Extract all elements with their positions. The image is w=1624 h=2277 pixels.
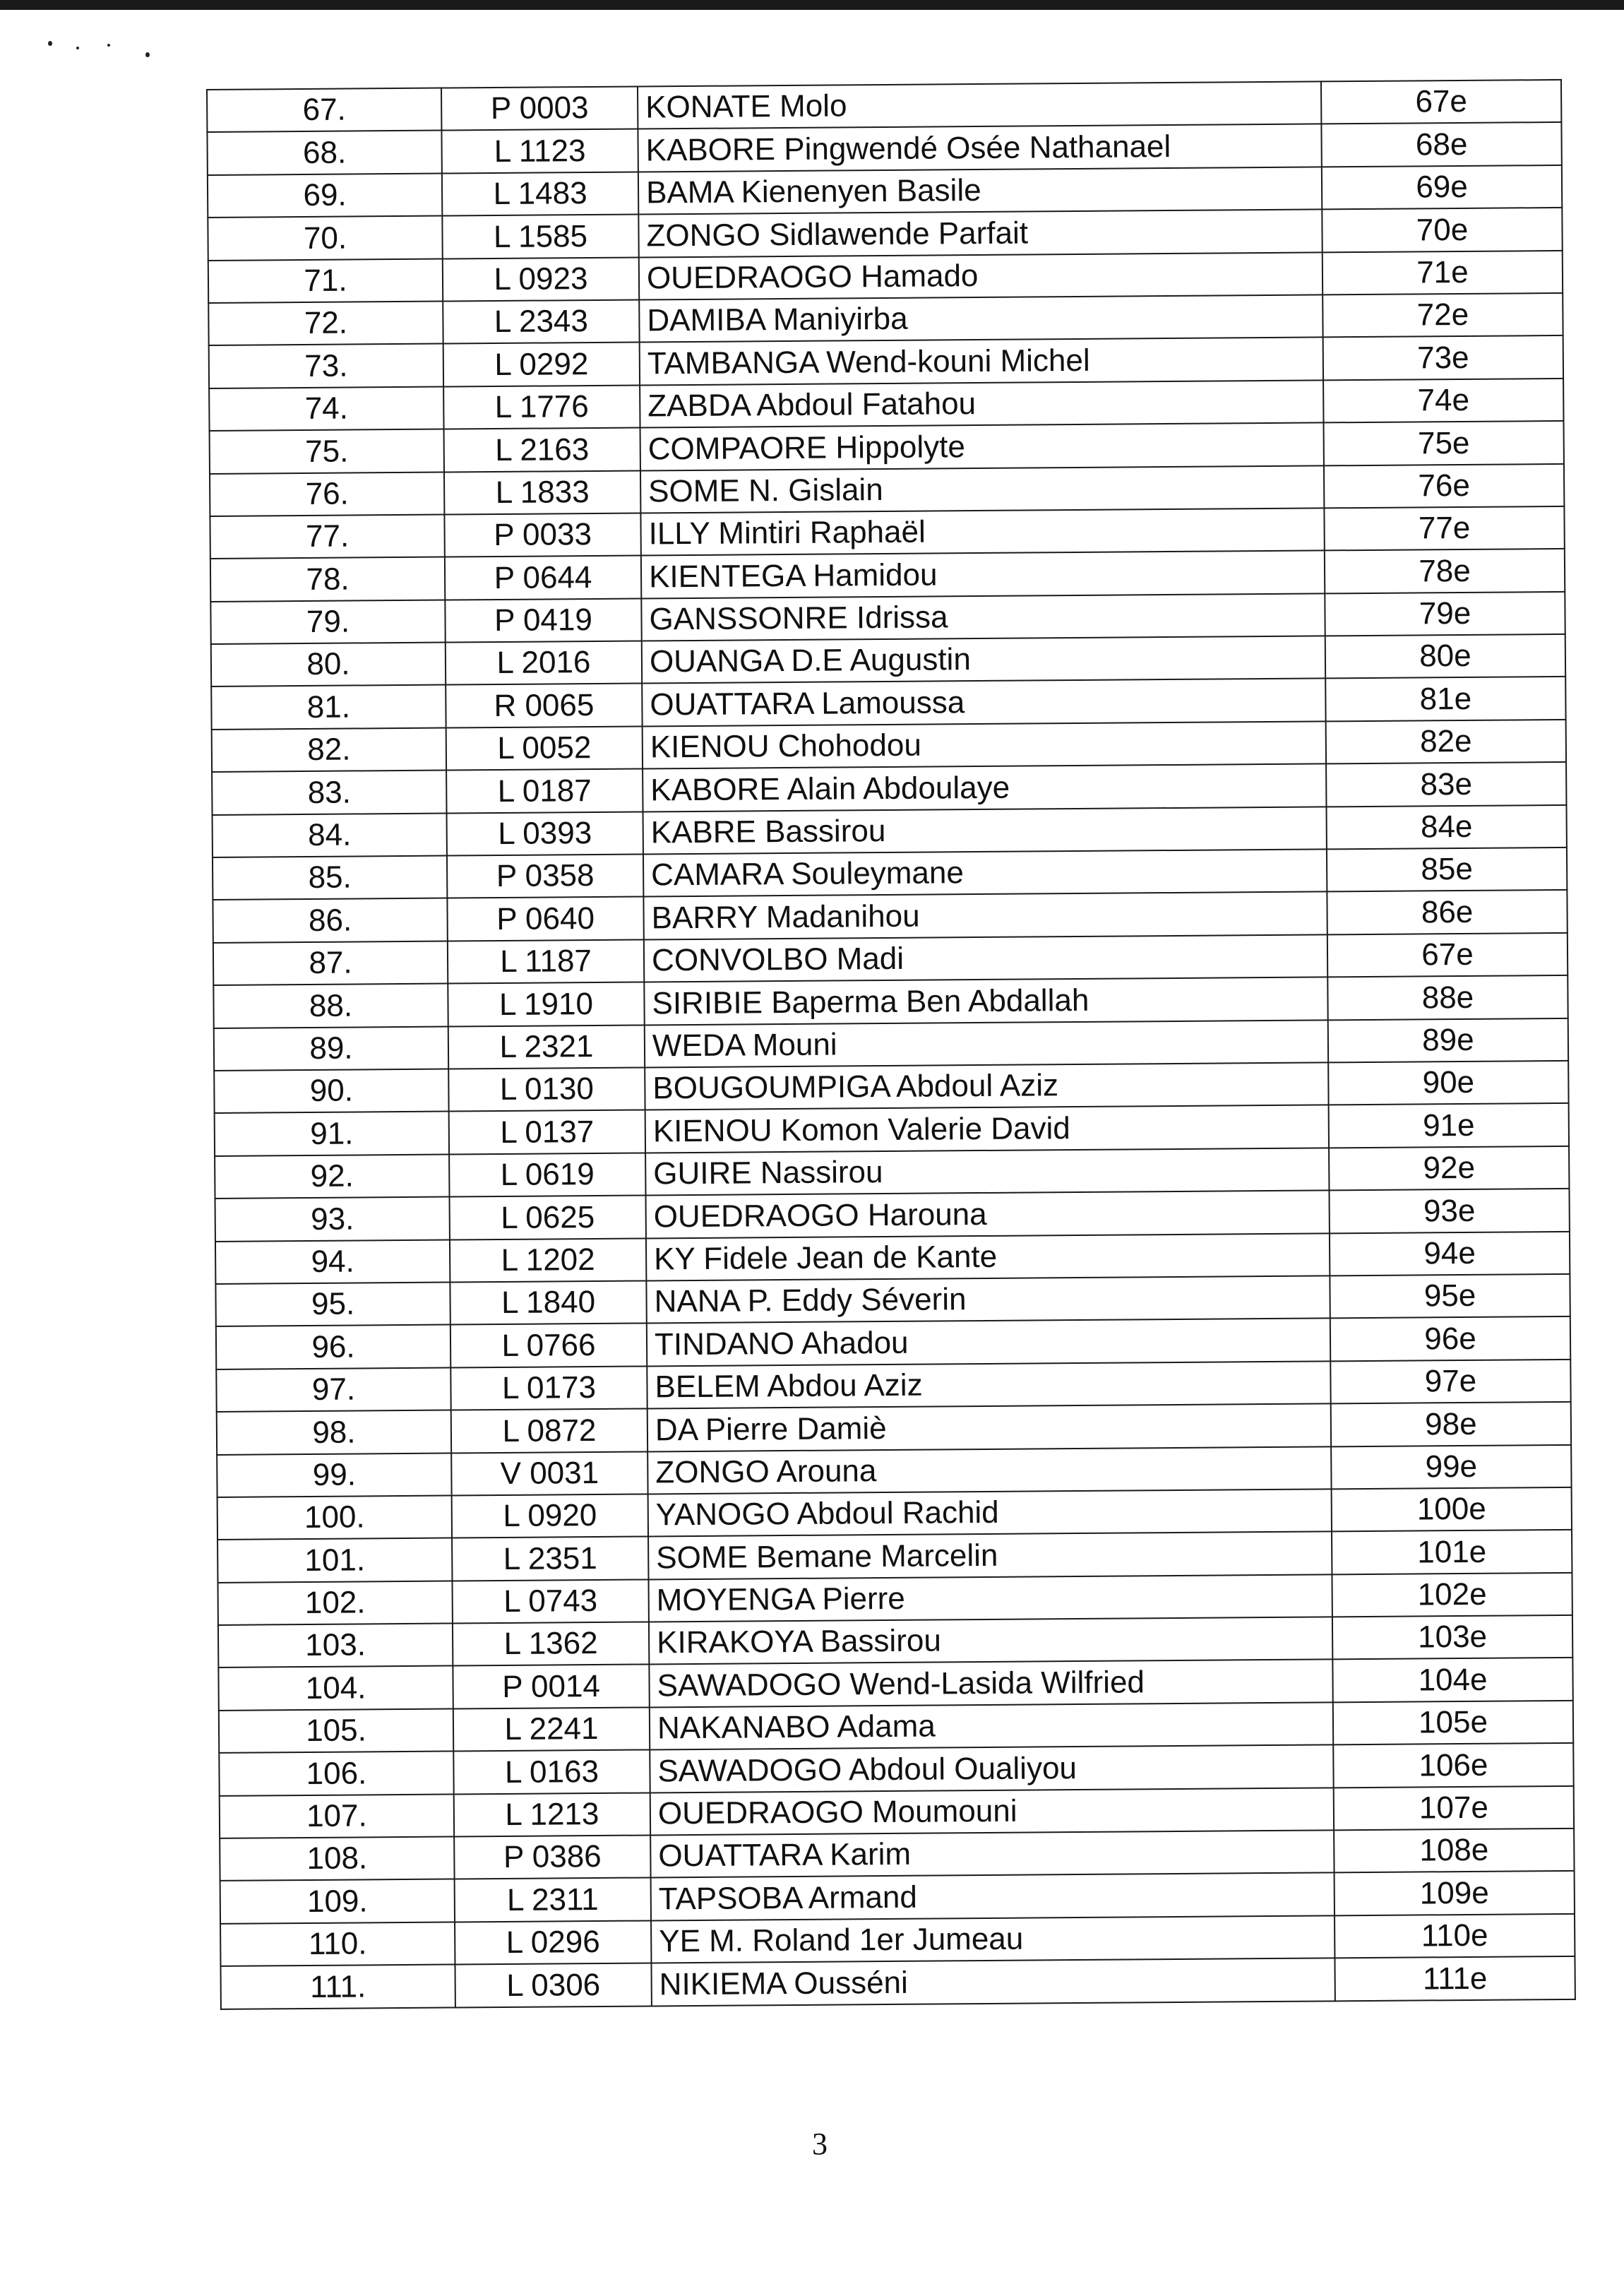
candidate-name-cell: BELEM Abdou Aziz (647, 1361, 1330, 1408)
candidate-name-cell: KONATE Molo (638, 81, 1321, 129)
scan-top-edge (0, 0, 1624, 10)
rank-cell: 88e (1327, 975, 1568, 1020)
candidate-code-cell: L 0920 (452, 1494, 648, 1538)
rank-cell: 72e (1323, 293, 1563, 338)
rank-cell: 101e (1332, 1530, 1572, 1574)
candidate-code-cell: L 1833 (444, 470, 640, 514)
candidate-code-cell: L 0163 (453, 1750, 650, 1794)
candidate-name-cell: KY Fidele Jean de Kante (646, 1233, 1330, 1280)
row-number-cell: 92. (215, 1154, 449, 1199)
rank-cell: 107e (1334, 1785, 1574, 1830)
candidate-name-cell: NIKIEMA Ousséni (651, 1958, 1335, 2006)
candidate-name-cell: NANA P. Eddy Séverin (646, 1276, 1330, 1323)
candidate-name-cell: KABRE Bassirou (643, 807, 1327, 854)
candidate-name-cell: ZONGO Arouna (647, 1446, 1331, 1494)
candidate-name-cell: ILLY Mintiri Raphaël (640, 508, 1324, 555)
rank-cell: 105e (1333, 1701, 1573, 1745)
candidate-code-cell: L 0619 (449, 1153, 645, 1196)
rank-cell: 67e (1327, 933, 1568, 977)
rank-cell: 75e (1324, 421, 1564, 465)
rank-cell: 86e (1327, 890, 1567, 934)
rank-cell: 91e (1329, 1103, 1569, 1148)
row-number-cell: 68. (207, 131, 441, 175)
row-number-cell: 71. (208, 258, 443, 303)
candidate-code-cell: L 2016 (446, 641, 642, 685)
rank-cell: 67e (1321, 80, 1561, 124)
candidate-name-cell: BAMA Kienenyen Basile (638, 167, 1322, 214)
rank-cell: 110e (1335, 1914, 1575, 1958)
rank-cell: 93e (1329, 1189, 1569, 1233)
rank-cell: 76e (1324, 463, 1564, 508)
row-number-cell: 108. (220, 1837, 454, 1881)
results-table (206, 79, 1576, 2010)
candidate-code-cell: R 0065 (446, 684, 642, 727)
candidate-name-cell: WEDA Mouni (645, 1020, 1328, 1067)
row-number-cell: 84. (213, 813, 447, 857)
row-number-cell: 91. (215, 1112, 449, 1156)
candidate-name-cell: SOME N. Gislain (640, 465, 1324, 513)
rank-cell: 100e (1332, 1487, 1572, 1532)
row-number-cell: 95. (215, 1282, 450, 1326)
candidate-code-cell: L 2321 (448, 1025, 645, 1069)
candidate-name-cell: KIENOU Komon Valerie David (645, 1105, 1329, 1153)
candidate-name-cell: DA Pierre Damiè (647, 1403, 1331, 1451)
candidate-name-cell: SOME Bemane Marcelin (648, 1532, 1332, 1579)
row-number-cell: 90. (214, 1069, 448, 1114)
candidate-name-cell: KIENTEGA Hamidou (641, 551, 1325, 598)
candidate-code-cell: L 0137 (449, 1110, 645, 1154)
candidate-code-cell: L 0173 (450, 1366, 647, 1410)
candidate-code-cell: L 0130 (448, 1067, 645, 1111)
candidate-name-cell: MOYENGA Pierre (648, 1574, 1332, 1622)
rank-cell: 95e (1330, 1274, 1570, 1319)
candidate-code-cell: L 1840 (450, 1280, 646, 1324)
candidate-code-cell: L 2311 (455, 1878, 651, 1922)
candidate-code-cell: L 0923 (443, 257, 639, 301)
row-number-cell: 83. (212, 771, 446, 815)
table-row (220, 1956, 1575, 2009)
row-number-cell: 104. (218, 1666, 453, 1711)
row-number-cell: 106. (219, 1752, 453, 1796)
candidate-code-cell: P 0386 (454, 1835, 650, 1879)
rank-cell: 73e (1323, 335, 1563, 380)
candidate-name-cell: BOUGOUMPIGA Abdoul Aziz (645, 1062, 1328, 1110)
row-number-cell: 70. (208, 216, 442, 261)
row-number-cell: 76. (210, 472, 444, 516)
rank-cell: 79e (1325, 592, 1565, 636)
rank-cell: 98e (1331, 1402, 1571, 1446)
candidate-name-cell: SAWADOGO Abdoul Oualiyou (650, 1745, 1333, 1793)
rank-cell: 74e (1323, 379, 1563, 423)
candidate-name-cell: OUEDRAOGO Hamado (639, 252, 1323, 299)
candidate-name-cell: TINDANO Ahadou (647, 1319, 1330, 1366)
row-number-cell: 72. (208, 302, 443, 346)
candidate-code-cell: L 2343 (443, 299, 639, 343)
candidate-name-cell: DAMIBA Maniyirba (639, 295, 1323, 342)
candidate-code-cell: V 0031 (451, 1451, 647, 1495)
row-number-cell: 79. (210, 600, 445, 644)
candidate-name-cell: OUATTARA Lamoussa (642, 679, 1325, 726)
row-number-cell: 105. (219, 1708, 453, 1753)
rank-cell: 70e (1322, 208, 1562, 252)
candidate-code-cell: L 1910 (448, 982, 644, 1026)
candidate-code-cell: L 0393 (447, 811, 643, 855)
candidate-code-cell: L 2163 (444, 428, 640, 472)
candidate-name-cell: TAPSOBA Armand (651, 1873, 1335, 1920)
rank-cell: 108e (1334, 1829, 1574, 1873)
candidate-code-cell: P 0358 (447, 855, 643, 898)
rank-cell: 85e (1327, 848, 1567, 892)
row-number-cell: 103. (218, 1624, 453, 1668)
candidate-name-cell: CAMARA Souleymane (643, 849, 1327, 896)
rank-cell: 80e (1325, 634, 1565, 679)
row-number-cell: 111. (220, 1965, 455, 2009)
candidate-name-cell: OUEDRAOGO Harouna (646, 1191, 1330, 1238)
candidate-code-cell: L 1362 (453, 1622, 649, 1666)
row-number-cell: 78. (210, 557, 445, 602)
candidate-name-cell: TAMBANGA Wend-kouni Michel (640, 338, 1323, 385)
rank-cell: 81e (1325, 677, 1565, 721)
candidate-code-cell: L 1123 (441, 129, 638, 173)
rank-cell: 83e (1326, 762, 1566, 807)
candidate-code-cell: P 0419 (445, 598, 641, 642)
candidate-name-cell: BARRY Madanihou (643, 892, 1327, 939)
candidate-code-cell: L 1187 (448, 939, 644, 983)
candidate-code-cell: L 2351 (452, 1537, 648, 1581)
row-number-cell: 86. (213, 898, 447, 943)
rank-cell: 92e (1329, 1146, 1569, 1191)
rank-cell: 109e (1335, 1871, 1575, 1915)
results-table-body (207, 80, 1575, 2009)
row-number-cell: 87. (213, 941, 448, 985)
row-number-cell: 101. (217, 1538, 452, 1583)
row-number-cell: 89. (214, 1026, 448, 1071)
row-number-cell: 67. (207, 88, 441, 133)
row-number-cell: 109. (220, 1879, 455, 1924)
row-number-cell: 82. (212, 727, 446, 772)
row-number-cell: 85. (213, 856, 447, 900)
candidate-name-cell: GUIRE Nassirou (645, 1148, 1329, 1195)
candidate-code-cell: L 0296 (455, 1920, 651, 1964)
row-number-cell: 96. (216, 1325, 450, 1369)
rank-cell: 97e (1330, 1360, 1570, 1404)
rank-cell: 99e (1331, 1444, 1571, 1489)
candidate-code-cell: L 0187 (446, 769, 643, 813)
candidate-name-cell: OUATTARA Karim (650, 1830, 1334, 1877)
candidate-name-cell: CONVOLBO Madi (644, 934, 1327, 982)
candidate-code-cell: P 0640 (447, 897, 643, 941)
rank-cell: 111e (1335, 1956, 1575, 2001)
rank-cell: 68e (1321, 122, 1561, 167)
rank-cell: 78e (1325, 549, 1565, 593)
row-number-cell: 81. (211, 685, 446, 730)
speck (48, 41, 52, 46)
rank-cell: 94e (1330, 1231, 1570, 1276)
candidate-code-cell: L 1776 (443, 385, 640, 429)
candidate-name-cell: KABORE Pingwendé Osée Nathanael (638, 124, 1321, 172)
rank-cell: 71e (1323, 250, 1563, 295)
speck (145, 52, 150, 57)
candidate-code-cell: P 0033 (444, 513, 640, 557)
rank-cell: 96e (1330, 1316, 1570, 1361)
speck (107, 44, 110, 47)
rank-cell: 103e (1332, 1615, 1572, 1660)
row-number-cell: 77. (210, 514, 444, 559)
rank-cell: 90e (1328, 1061, 1568, 1105)
rank-cell: 84e (1326, 805, 1566, 850)
candidate-name-cell: GANSSONRE Idrissa (641, 593, 1325, 641)
candidate-name-cell: ZABDA Abdoul Fatahou (640, 380, 1323, 427)
candidate-name-cell: COMPAORE Hippolyte (640, 423, 1324, 470)
candidate-code-cell: P 0644 (445, 556, 641, 600)
candidate-code-cell: L 0052 (446, 726, 643, 770)
rank-cell: 82e (1326, 720, 1566, 764)
page-number: 3 (812, 2127, 828, 2161)
candidate-code-cell: L 2241 (453, 1707, 650, 1751)
candidate-code-cell: L 0625 (450, 1196, 646, 1239)
candidate-name-cell: SIRIBIE Baperma Ben Abdallah (644, 977, 1327, 1025)
candidate-code-cell: L 1213 (454, 1793, 650, 1836)
candidate-code-cell: P 0014 (453, 1665, 649, 1708)
candidate-name-cell: ZONGO Sidlawende Parfait (638, 210, 1322, 257)
candidate-code-cell: L 1585 (442, 215, 638, 258)
rank-cell: 69e (1322, 165, 1562, 210)
row-number-cell: 99. (217, 1453, 451, 1497)
scan-specks (42, 37, 169, 65)
speck (76, 47, 79, 49)
row-number-cell: 80. (211, 643, 446, 687)
rank-cell: 104e (1332, 1658, 1572, 1702)
candidate-name-cell: YANOGO Abdoul Rachid (648, 1489, 1332, 1536)
candidate-name-cell: KIENOU Chohodou (643, 721, 1326, 768)
candidate-name-cell: KABORE Alain Abdoulaye (643, 764, 1326, 811)
candidate-code-cell: L 1483 (442, 172, 638, 215)
candidate-code-cell: L 1202 (450, 1238, 646, 1282)
candidate-code-cell: L 0743 (452, 1579, 648, 1623)
candidate-code-cell: P 0003 (441, 87, 638, 131)
row-number-cell: 100. (217, 1495, 452, 1540)
candidate-name-cell: SAWADOGO Wend-Lasida Wilfried (649, 1660, 1332, 1707)
row-number-cell: 110. (220, 1922, 455, 1966)
rank-cell: 106e (1333, 1743, 1573, 1788)
rank-cell: 77e (1324, 506, 1564, 551)
rank-cell: 102e (1332, 1573, 1572, 1617)
candidate-name-cell: OUEDRAOGO Moumouni (650, 1788, 1334, 1835)
rank-cell: 89e (1328, 1018, 1568, 1062)
candidate-name-cell: OUANGA D.E Augustin (642, 636, 1325, 683)
row-number-cell: 98. (217, 1410, 451, 1455)
row-number-cell: 75. (210, 429, 444, 474)
row-number-cell: 93. (215, 1197, 450, 1242)
row-number-cell: 73. (209, 344, 443, 388)
candidate-code-cell: L 0872 (451, 1409, 647, 1453)
candidate-code-cell: L 0292 (443, 343, 640, 386)
row-number-cell: 107. (220, 1794, 454, 1838)
candidate-code-cell: L 0306 (455, 1963, 651, 2007)
row-number-cell: 88. (213, 984, 448, 1028)
row-number-cell: 97. (216, 1367, 450, 1412)
candidate-name-cell: KIRAKOYA Bassirou (649, 1617, 1332, 1664)
row-number-cell: 69. (208, 173, 442, 218)
candidate-code-cell: L 0766 (450, 1324, 647, 1367)
candidate-name-cell: YE M. Roland 1er Jumeau (651, 1915, 1335, 1963)
row-number-cell: 74. (209, 386, 443, 431)
row-number-cell: 102. (218, 1581, 453, 1625)
row-number-cell: 94. (215, 1239, 450, 1284)
candidate-name-cell: NAKANABO Adama (650, 1702, 1333, 1749)
